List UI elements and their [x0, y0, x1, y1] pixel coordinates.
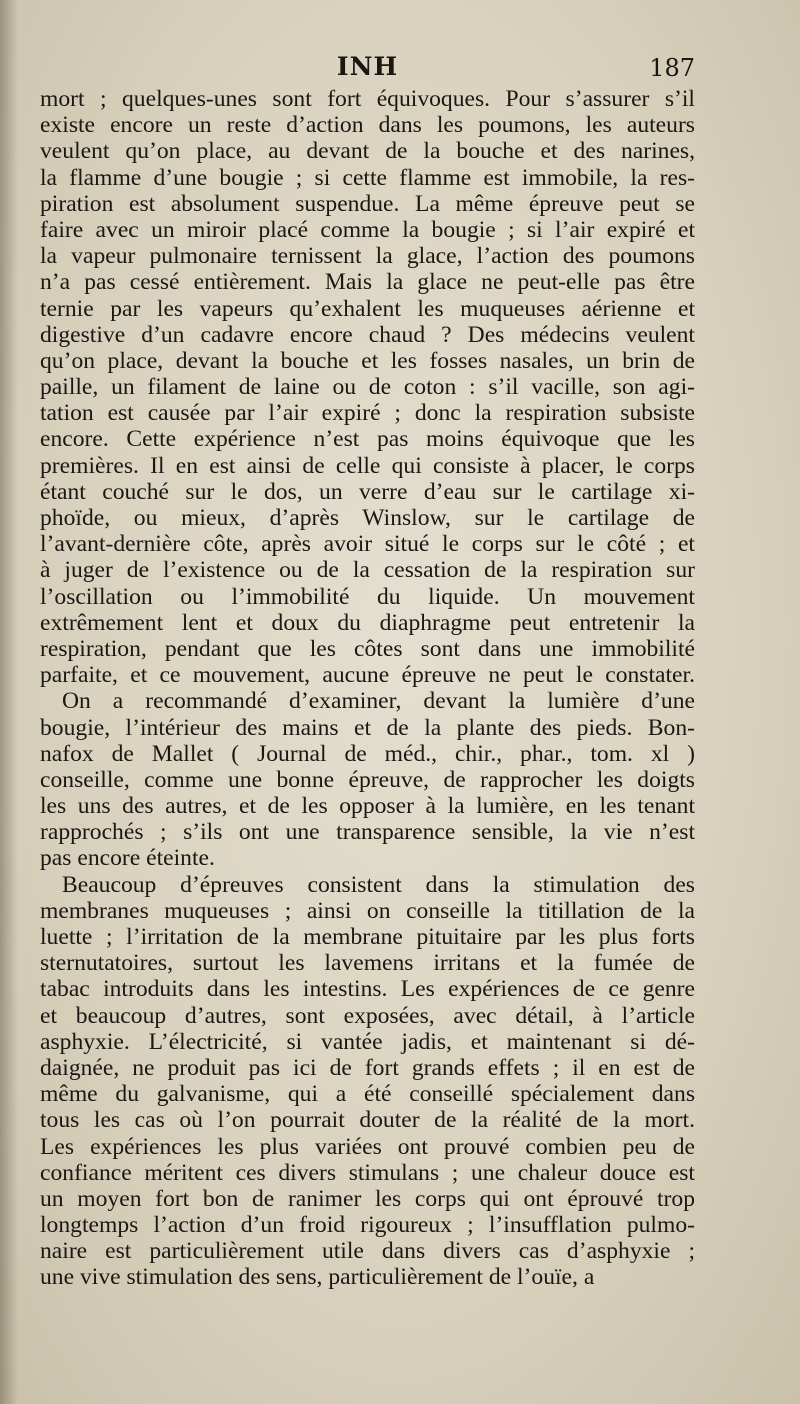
text-line: tous les cas où l’on pourrait douter de la réalité de la mort.: [40, 1107, 695, 1134]
text-line: encore. Cette expérience n’est pas moins équivoque que les: [40, 426, 695, 453]
text-line: l’oscillation ou l’immobilité du liquide. Un mouvement: [40, 583, 695, 610]
text-line: luette ; l’irritation de la membrane pituitaire par les plus forts: [40, 924, 695, 950]
text-line: nafox de Mallet ( Journal de méd., chir., phar., tom. xl ): [40, 740, 695, 767]
text-line: faire avec un miroir placé comme la bougie ; si l’air expiré et: [40, 216, 695, 243]
text-line: même du galvanisme, qui a été conseillé spécialement dans: [40, 1081, 695, 1108]
text-line: naire est particulièrement utile dans divers cas d’asphyxie ;: [40, 1238, 695, 1265]
text-line: premières. Il en est ainsi de celle qui consiste à placer, le corps: [40, 452, 695, 479]
text-line: étant couché sur le dos, un verre d’eau sur le cartilage xi-: [40, 478, 695, 505]
text-line: asphyxie. L’électricité, si vantée jadis, et maintenant si dé-: [40, 1028, 695, 1055]
text-line: conseille, comme une bonne épreuve, de rapprocher les doigts: [40, 766, 695, 793]
text-line: et beaucoup d’autres, sont exposées, avec détail, à l’article: [40, 1002, 695, 1029]
text-line: longtemps l’action d’un froid rigoureux ; l’insufflation pulmo-: [40, 1212, 695, 1239]
text-line: l’avant-dernière côte, après avoir situé le corps sur le côté ; et: [40, 531, 695, 558]
text-line: Les expériences les plus variées ont prouvé combien peu de: [40, 1133, 695, 1160]
running-header: [40, 52, 695, 86]
text-line: la flamme d’une bougie ; si cette flamme est immobile, la res-: [40, 164, 695, 191]
text-line: Beaucoup d’épreuves consistent dans la stimulation des: [62, 871, 695, 898]
text-line: à juger de l’existence ou de la cessation de la respiration sur: [40, 557, 695, 584]
text-line: On a recommandé d’examiner, devant la lumière d’une: [62, 688, 695, 715]
text-line: tabac introduits dans les intestins. Les expériences de ce genre: [40, 976, 695, 1003]
text-line: membranes muqueuses ; ainsi on conseille la titillation de la: [40, 897, 695, 924]
text-line: la vapeur pulmonaire ternissent la glace, l’action des poumons: [40, 243, 695, 270]
text-line: existe encore un reste d’action dans les poumons, les auteurs: [40, 112, 695, 139]
text-line: veulent qu’on place, au devant de la bouche et des narines,: [40, 138, 695, 165]
text-line: daignée, ne produit pas ici de fort grands effets ; il en est de: [40, 1054, 695, 1081]
text-line: une vive stimulation des sens, particulièrement de l’ouïe, a: [40, 1264, 595, 1291]
text-line: extrêmement lent et doux du diaphragme peut entretenir la: [40, 609, 695, 636]
page-number: 187: [649, 54, 695, 82]
text-line: paille, un filament de laine ou de coton : s’il vacille, son agi-: [40, 374, 695, 401]
body-text: [40, 86, 695, 1291]
text-line: mort ; quelques-unes sont fort équivoques. Pour s’assurer s’il: [40, 86, 695, 112]
text-line: sternutatoires, surtout les lavemens irritans et la fumée de: [40, 950, 695, 977]
text-line: bougie, l’intérieur des mains et de la plante des pieds. Bon-: [40, 714, 695, 741]
text-line: phoïde, ou mieux, d’après Winslow, sur le cartilage de: [40, 505, 695, 531]
text-line: respiration, pendant que les côtes sont dans une immobilité: [40, 635, 695, 662]
text-line: piration est absolument suspendue. La même épreuve peut se: [40, 190, 695, 217]
text-line: qu’on place, devant la bouche et les fosses nasales, un brin de: [40, 347, 695, 374]
text-line: n’a pas cessé entièrement. Mais la glace ne peut-elle pas être: [40, 269, 695, 296]
text-line: un moyen fort bon de ranimer les corps qui ont éprouvé trop: [40, 1185, 695, 1212]
text-line: rapprochés ; s’ils ont une transparence sensible, la vie n’est: [40, 819, 695, 846]
text-line: digestive d’un cadavre encore chaud ? Des médecins veulent: [40, 321, 695, 348]
text-line: pas encore éteinte.: [40, 845, 215, 872]
text-line: confiance méritent ces divers stimulans ; une chaleur douce est: [40, 1159, 695, 1186]
running-title: INH: [336, 52, 399, 81]
text-line: les uns des autres, et de les opposer à la lumière, en les tenant: [40, 793, 695, 820]
text-line: parfaite, et ce mouvement, aucune épreuve ne peut le constater.: [40, 662, 695, 689]
text-line: ternie par les vapeurs qu’exhalent les muqueuses aérienne et: [40, 295, 695, 322]
text-line: tation est causée par l’air expiré ; donc la respiration subsiste: [40, 400, 695, 427]
